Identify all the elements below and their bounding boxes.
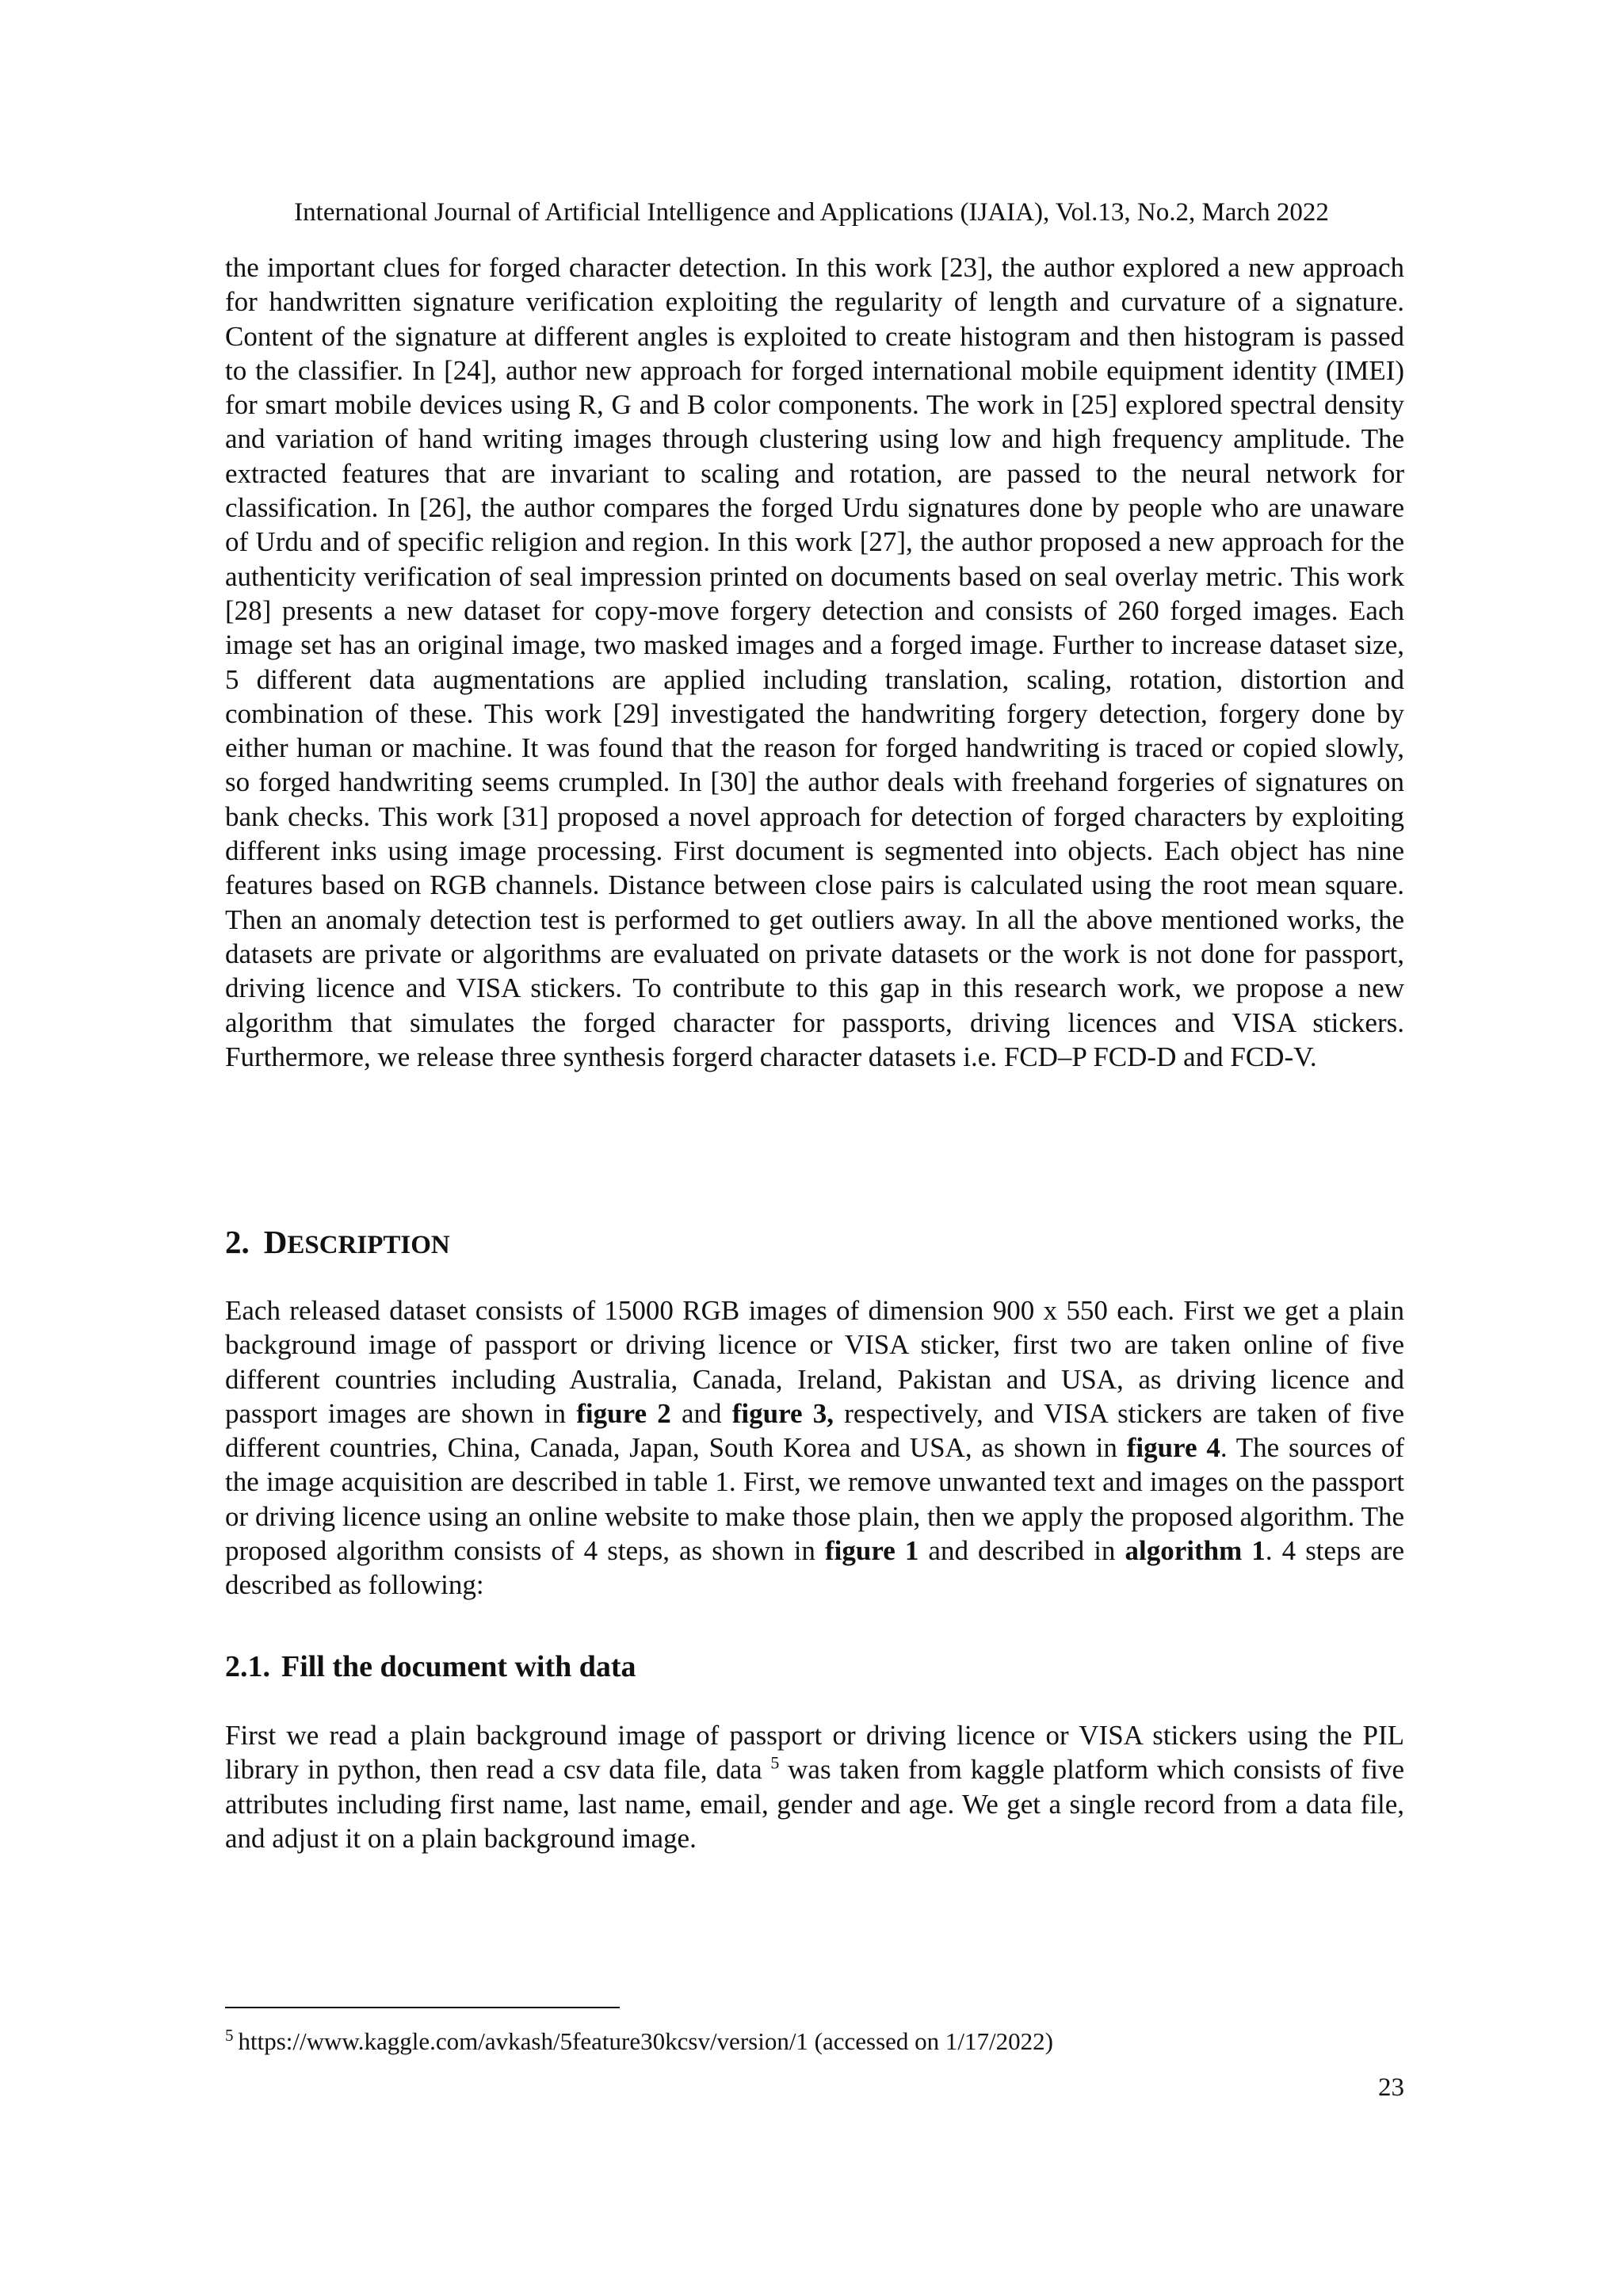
subsection-title: Fill the document with data [281,1650,636,1683]
page-number: 23 [1378,2073,1404,2102]
paragraph-text: was taken from kaggle platform which consists of five attributes including first name, last name, email, gender and age. We get a single record from a data file, and adjust it on a plain background image. [225,1754,1404,1854]
paragraph-text: respectively, and VISA stickers are taken of five different countries, China, Canada, Japan, South Korea and USA, as shown in [225,1397,1404,1464]
footnote-text: https://www.kaggle.com/avkash/5feature30kcsv/version/1 (accessed on 1/17/2022) [238,2027,1053,2055]
subsection-number: 2.1. [225,1650,270,1683]
paragraph-text: First we read a plain background image of passport or driving licence or VISA stickers using the PIL library in python, then read a csv data file, data [225,1720,1404,1786]
paragraph-text: . The sources of the image acquisition are described in table 1. First, we remove unwanted text and images on the passport or driving licence using an online website to make those plain, then we apply the proposed algorithm. The proposed algorithm consists of 4 steps, as shown in [225,1432,1404,1567]
footnote [225,2026,1053,2057]
figure-reference: figure 1 [825,1535,919,1567]
figure-reference: figure 4 [1126,1432,1220,1464]
footnote-number: 5 [225,2025,234,2045]
body-paragraph-fill-document [225,1718,1404,1855]
algorithm-reference: algorithm 1 [1125,1535,1266,1567]
footnote-divider [225,2007,620,2008]
body-paragraph-related-work: the important clues for forged character detection. In this work [23], the author explored a new approach for handwritten signature verification exploiting the regularity of length and curvature of a signature. Content of the signature at different angles is exploited to create histogram and then histogram is passed to the classifier. In [24], author new approach for forged international mobile equipment identity (IMEI) for smart mobile devices using R, G and B color components. The work in [25] explored spectral density and variation of hand writing images through clustering using low and high frequency amplitude. The extracted features that are invariant to scaling and rotation, are passed to the neural network for classification. In [26], the author compares the forged Urdu signatures done by people who are unaware of Urdu and of specific religion and region. In this work [27], the author proposed a new approach for the authenticity verification of seal impression printed on documents based on seal overlay metric. This work [28] presents a new dataset for copy-move forgery detection and consists of 260 forged images. Each image set has an original image, two masked images and a forged image. Further to increase dataset size, 5 different data augmentations are applied including translation, scaling, rotation, distortion and combination of these. This work [29] investigated the handwriting forgery detection, forgery done by either human or machine. It was found that the reason for forged handwriting is traced or copied slowly, so forged handwriting seems crumpled. In [30] the author deals with freehand forgeries of signatures on bank checks. This work [31] proposed a novel approach for detection of forged characters by exploiting different inks using image processing. First document is segmented into objects. Each object has nine features based on RGB channels. Distance between close pairs is calculated using the root mean square. Then an anomaly detection test is performed to get outliers away. In all the above mentioned works, the datasets are private or algorithms are evaluated on private datasets or the work is not done for passport, driving licence and VISA stickers. To contribute to this gap in this research work, we propose a new algorithm that simulates the forged character for passports, driving licences and VISA stickers. Furthermore, we release three synthesis forgerd character datasets i.e. FCD–P FCD-D and FCD-V. [225,252,1404,1072]
section-title-rest: ESCRIPTION [287,1231,450,1259]
section-title-initial: D [263,1224,288,1260]
footnote-marker: 5 [770,1752,780,1773]
running-header: International Journal of Artificial Intelligence and Applications (IJAIA), Vol.13, No.2, March 2022 [294,198,1329,227]
body-paragraph-description [225,1293,1404,1603]
figure-reference: figure 3, [731,1397,834,1429]
paragraph-text: and described in [918,1535,1125,1567]
subsection-heading-fill-document [225,1648,636,1685]
section-heading-description [225,1222,450,1265]
paragraph-text: and [670,1397,732,1429]
paragraph-text: . 4 steps are described as following: [225,1535,1404,1601]
paragraph-text: Each released dataset consists of 15000 RGB images of dimension 900 x 550 each. First we get a plain background image of passport or driving licence or VISA sticker, first two are taken online of five different countries including Australia, Canada, Ireland, Pakistan and USA, as driving licence and passport images are shown in [225,1295,1404,1429]
section-number: 2. [225,1224,250,1260]
figure-reference: figure 2 [576,1397,671,1429]
